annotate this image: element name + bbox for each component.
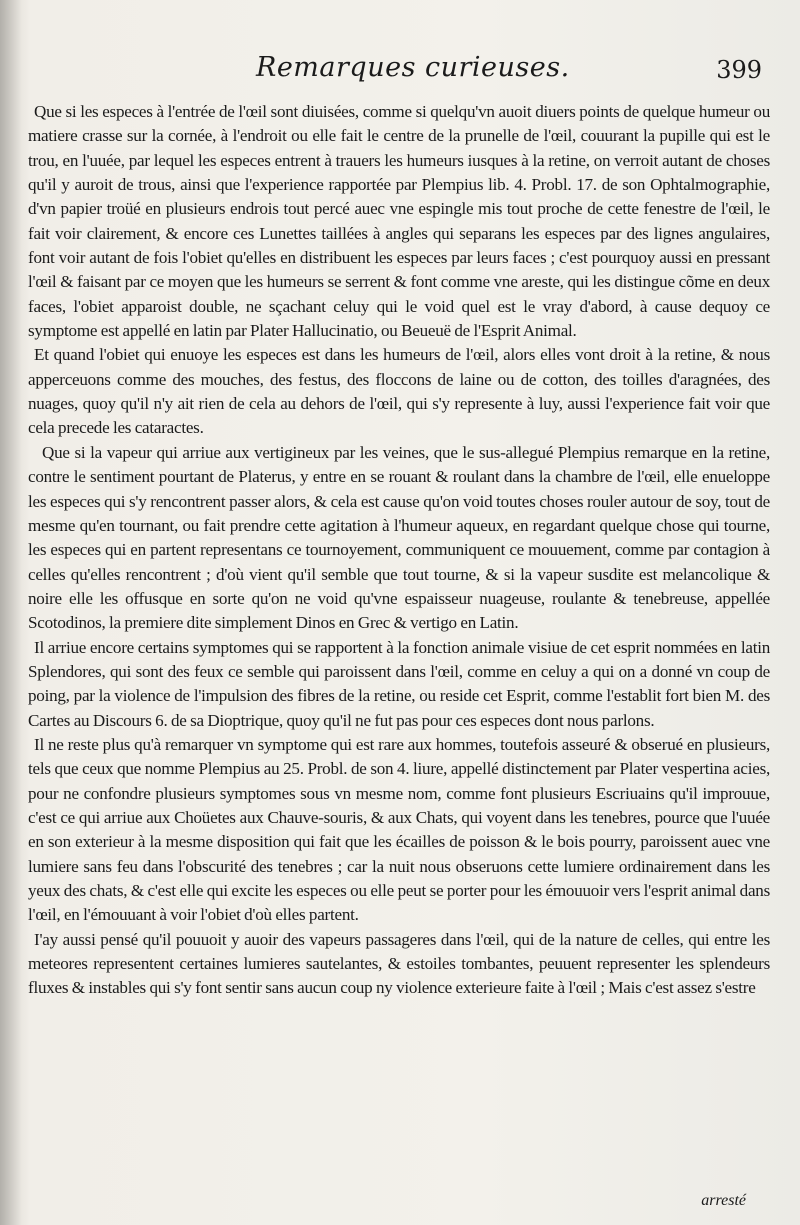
catchword: arresté <box>701 1192 746 1209</box>
gutter-shadow <box>0 0 22 1225</box>
paragraph-5: Il ne reste plus qu'à remarquer vn symptome qui est rare aux hommes, toutefois asseuré & obserué en plusieurs, tels que ceux que nomme Plempius au 25. Probl. de son 4. liure, appellé distinctement par Plater vespertina acies, pour ne confondre plusieurs symptomes sous vn mesme nom, comme font plusieurs Escriuains qu'il improuue, c'est ce qui arriue aux Choüetes aux Chauve-souris, & aux Chats, qui voyent dans les tenebres, pource que l'uuée en son exterieur à la mesme disposition qui fait que les écailles de poisson & le bois pourry, paroissent auec vne lumiere sans feu dans l'obscurité des tenebres ; car la nuit nous obseruons cette lumiere ordinairement dans les yeux des chats, & c'est elle qui excite les especes ou elle peut se porter pour les émouuoir vers l'esprit animal dans l'œil, en l'émouuant à voir l'obiet d'où elles partent. <box>28 734 770 925</box>
paragraph-1: Que si les especes à l'entrée de l'œil sont diuisées, comme si quelqu'vn auoit diuers points de quelque humeur ou matiere crasse sur la cornée, à l'endroit ou elle fait le centre de la prunelle de l'œil, couurant la pupille qui est le trou, en l'uuée, par lequel les especes entrent à trauers les humeurs iusques à la retine, on verroit autant de choses qu'il y auroit de trous, ainsi que l'experience rapportée par Plempius lib. 4. Probl. 17. de son Ophtalmographie, d'vn papier troüé en plusieurs endrois tout percé auec vne espingle mis tout proche de cette fenestre de l'œil, le fait voir clairement, & encore ces Lunettes taillées à angles qui separans les especes par des lignes angulaires, font voir autant de fois l'obiet qu'elles en distribuent les especes par leurs faces ; c'est pourquoy aussi en pressant l'œil & faisant par ce moyen que les humeurs se serrent & font comme vne areste, qui les distingue cõme en deux faces, l'obiet apparoist double, ne sçachant celuy qui le void quel est le vray d'abord, à cause dequoy ce symptome est appellé en latin par Plater Hallucinatio, ou Beueuë de l'Esprit Animal. <box>28 102 770 341</box>
page-body <box>28 100 770 1001</box>
paragraph-6: I'ay aussi pensé qu'il pouuoit y auoir des vapeurs passageres dans l'œil, qui de la nature de celles, qui entre les meteores representent certaines lumieres sautelantes, & estoiles tombantes, peuuent representer les splendeurs fluxes & instables qui s'y font sentir sans aucun coup ny violence exterieure faite à l'œil ; Mais c'est assez s'estre <box>28 929 770 998</box>
paragraph-2: Et quand l'obiet qui enuoye les especes est dans les humeurs de l'œil, alors elles vont droit à la retine, & nous apperceuons comme des mouches, des festus, des floccons de laine ou de cotton, des toilles d'aragnées, des nuages, quoy qu'il n'y ait rien de cela au dehors de l'œil, qui s'y represente à luy, aussi l'experience fait voir que cela precede les cataractes. <box>28 345 770 438</box>
page-number: 399 <box>716 56 762 84</box>
paragraph-3: Que si la vapeur qui arriue aux vertigineux par les veines, que le sus-allegué Plempius remarque en la retine, contre le sentiment pourtant de Platerus, y entre en se rouant & roulant dans la chambre de l'œil, elle enueloppe les especes qui s'y rencontrent passer alors, & cela est cause qu'on void toutes choses rouler autour de soy, tout de mesme qu'en tournant, ou fait prendre cette agitation à l'humeur aqueux, en regardant quelque chose qui tourne, les especes qui en partent representans ce tournoyement, communiquent ce mouuement, comme par contagion à celles qu'elles rencontrent ; d'où vient qu'il semble que tout tourne, & si la vapeur susdite est melancolique & noire elle les offusque en sorte qu'on ne void qu'vne espaisseur nuageuse, roulante & tenebreuse, appellée Scotodinos, la premiere dite simplement Dinos en Grec & vertigo en Latin. <box>28 442 770 633</box>
running-header <box>28 52 770 92</box>
paragraph-4: Il arriue encore certains symptomes qui se rapportent à la fonction animale visiue de cet esprit nommées en latin Splendores, qui sont des feux ce semble qui paroissent dans l'œil, comme en celuy a qui on a donné vn coup de poing, par la violence de l'impulsion des fibres de la retine, ou reside cet Esprit, comme l'establit fort bien M. des Cartes au Discours 6. de sa Dioptrique, quoy qu'il ne fut pas pour ces especes dont nous parlons. <box>28 637 770 730</box>
running-title: Remarques curieuses. <box>256 52 570 83</box>
